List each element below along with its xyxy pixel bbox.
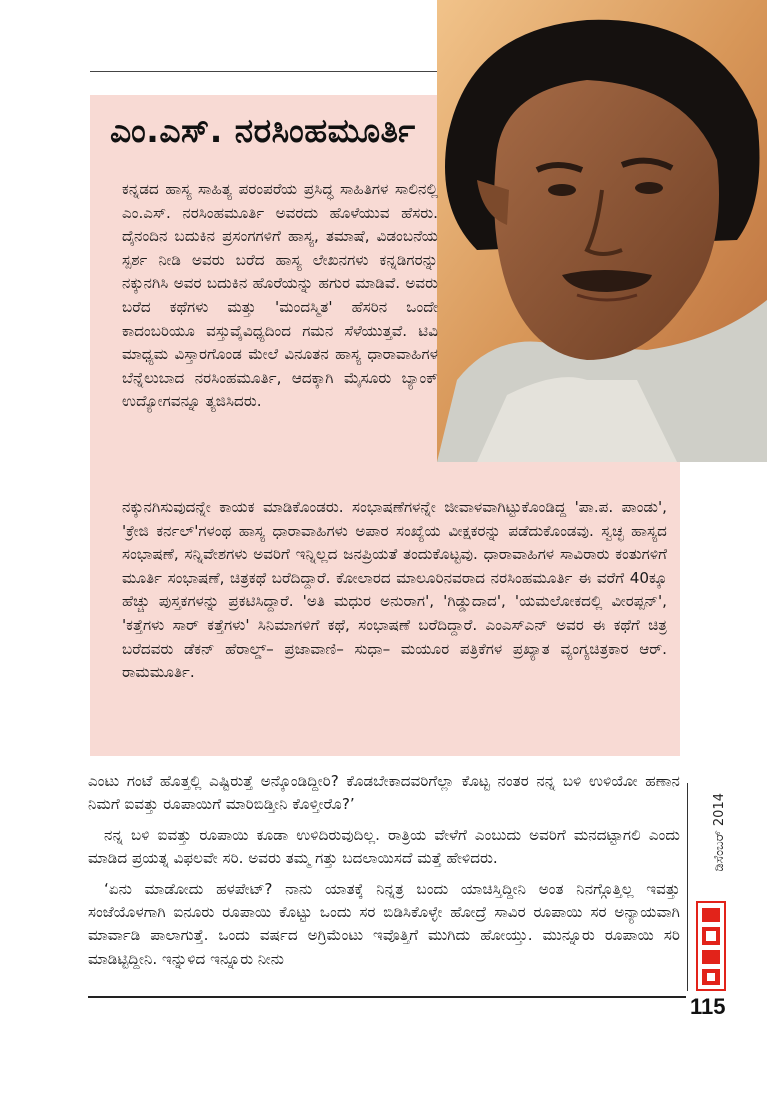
author-photo (437, 0, 767, 462)
page-number: 115 (690, 994, 726, 1019)
story-paragraph: ‘ಏನು ಮಾಡೋದು ಹಳಪೇಟ್? ನಾನು ಯಾತಕ್ಕೆ ನಿನ್ನತ್ರ ಬಂದು ಯಾಚಿಸ್ತಿದ್ದೀನಿ ಅಂತ ನಿನಗ್ಗೊತ್ತಿಲ್ಲ ಇವತ್ತು ಸಂಜೆಯೊಳಗಾಗಿ ಐನೂರು ರೂಪಾಯಿ ಕೊಟ್ಟು ಒಂದು ಸರ ಬಿಡಿಸಿಕೊಳ್ಳೇ ಹೋದ್ರೆ ಸಾವಿರ ರೂಪಾಯಿ ಸರ ಅನ್ಯಾಯವಾಗಿ ಮಾರ್ವಾಡಿ ಪಾಲಾಗುತ್ತೆ. ಒಂದು ವರ್ಷದ ಅಗ್ರಿಮೆಂಟು ಇವೊತ್ತಿಗೆ ಮುಗಿದು ಹೋಯ್ತು. ಮುನ್ನೂರು ರೂಪಾಯಿ ಸರಿ ಮಾಡಿಟ್ಟಿದ್ದೀನಿ. ಇನ್ನುಳಿದ ಇನ್ನೂರು ನೀನು (88, 879, 680, 968)
story-paragraph: ನನ್ನ ಬಳಿ ಐವತ್ತು ರೂಪಾಯಿ ಕೂಡಾ ಉಳಿದಿರುವುದಿಲ್ಲ. ರಾತ್ರಿಯ ವೇಳೆಗೆ ಎಂಬುದು ಅವರಿಗೆ ಮನದಟ್ಟಾಗಲಿ ಎಂದು ಮಾಡಿದ ಪ್ರಯತ್ನ ವಿಫಲವೇ ಸರಿ. ಅವರು ತಮ್ಮ ಗತ್ತು ಬದಲಾಯಿಸದೆ ಮತ್ತೆ ಹೇಳಿದರು. (88, 825, 680, 868)
story-paragraph: ಎಂಟು ಗಂಟೆ ಹೊತ್ತಲ್ಲಿ ಎಷ್ಟಿರುತ್ತೆ ಅನ್ಕೊಂಡಿದ್ದೀರಿ? ಕೊಡಬೇಕಾದವರಿಗೆಲ್ಲಾ ಕೊಟ್ಟ ನಂತರ ನನ್ನ ಬಳಿ ಉಳಿಯೋ ಹಣಾನ ನಿಮಗೆ ಐವತ್ತು ರೂಪಾಯಿಗೆ ಮಾರಿಬಿಡ್ತೀನಿ ಕೊಳ್ತೀರೊ?’ (88, 772, 680, 814)
story-body (88, 770, 680, 978)
article-title: ಎಂ.ಎಸ್. ನರಸಿಂಹಮೂರ್ತಿ (110, 111, 416, 150)
issue-date-text: ಡಿಸೆಂಬರ್ 2014 (712, 793, 727, 872)
author-bio-text-wide: ನಕ್ಕುನಗಿಸುವುದನ್ನೇ ಕಾಯಕ ಮಾಡಿಕೊಂಡರು. ಸಂಭಾಷಣೆಗಳನ್ನೇ ಜೀವಾಳವಾಗಿಟ್ಟುಕೊಂಡಿದ್ದ 'ಪಾ.ಪ. ಪಾಂಡು', 'ಕ್ರೇಜಿ ಕರ್ನಲ್'ಗಳಂಥ ಹಾಸ್ಯ ಧಾರಾವಾಹಿಗಳು ಅಪಾರ ಸಂಖ್ಯೆಯ ವೀಕ್ಷಕರನ್ನು ಪಡೆದುಕೊಂಡವು. ಸ್ವಚ್ಛ ಹಾಸ್ಯದ ಸಂಭಾಷಣೆ, ಸನ್ನಿವೇಶಗಳು ಅವರಿಗೆ ಇನ್ನಿಲ್ಲದ ಜನಪ್ರಿಯತೆ ತಂದುಕೊಟ್ಟವು. ಧಾರಾವಾಹಿಗಳ ಸಾವಿರಾರು ಕಂತುಗಳಿಗೆ ಮೂರ್ತಿ ಸಂಭಾಷಣೆ, ಚಿತ್ರಕಥೆ ಬರೆದಿದ್ದಾರೆ. ಕೋಲಾರದ ಮಾಲೂರಿನವರಾದ ನರಸಿಂಹಮೂರ್ತಿ ಈ ವರೆಗೆ 40ಕ್ಕೂ ಹೆಚ್ಚು ಪುಸ್ತಕಗಳನ್ನು ಪ್ರಕಟಿಸಿದ್ದಾರೆ. 'ಅತಿ ಮಧುರ ಅನುರಾಗ', 'ಗಿಡ್ಡುದಾದ', 'ಯಮಲೋಕದಲ್ಲಿ ವೀರಪ್ಪನ್', 'ಕತ್ತೆಗಳು ಸಾರ್ ಕತ್ತೆಗಳು' ಸಿನಿಮಾಗಳಿಗೆ ಕಥೆ, ಸಂಭಾಷಣೆ ಬರೆದಿದ್ದಾರೆ. ಎಂಎಸ್ಎನ್ ಅವರ ಈ ಕಥೆಗೆ ಚಿತ್ರ ಬರೆದವರು ಡೆಕನ್ ಹೆರಾಲ್ಡ್– ಪ್ರಜಾವಾಣಿ– ಸುಧಾ– ಮಯೂರ ಪತ್ರಿಕೆಗಳ ಪ್ರಖ್ಯಾತ ವ್ಯಂಗ್ಯಚಿತ್ರಕಾರ ಆರ್. ರಾಮಮೂರ್ತಿ. (122, 498, 667, 682)
author-bio-text-narrow: ಕನ್ನಡದ ಹಾಸ್ಯ ಸಾಹಿತ್ಯ ಪರಂಪರೆಯ ಪ್ರಸಿದ್ಧ ಸಾಹಿತಿಗಳ ಸಾಲಿನಲ್ಲಿ ಎಂ.ಎಸ್. ನರಸಿಂಹಮೂರ್ತಿ ಅವರದು ಹೊಳೆಯುವ ಹೆಸರು. ದೈನಂದಿನ ಬದುಕಿನ ಪ್ರಸಂಗಗಳಿಗೆ ಹಾಸ್ಯ, ತಮಾಷೆ, ವಿಡಂಬನೆಯ ಸ್ಪರ್ಶ ನೀಡಿ ಅವರು ಬರೆದ ಹಾಸ್ಯ ಲೇಖನಗಳು ಕನ್ನಡಿಗರನ್ನು ನಕ್ಕುನಗಿಸಿ ಅವರ ಬದುಕಿನ ಹೊರೆಯನ್ನು ಹಗುರ ಮಾಡಿವೆ. ಅವರು ಬರೆದ ಕಥೆಗಳು ಮತ್ತು 'ಮಂದಸ್ಮಿತ' ಹೆಸರಿನ ಒಂದೇ ಕಾದಂಬರಿಯೂ ವಸ್ತುವೈವಿಧ್ಯದಿಂದ ಗಮನ ಸೆಳೆಯುತ್ತವೆ. ಟಿವಿ ಮಾಧ್ಯಮ ವಿಸ್ತಾರಗೊಂಡ ಮೇಲೆ ವಿನೂತನ ಹಾಸ್ಯ ಧಾರಾವಾಹಿಗಳ ಬೆನ್ನೆಲುಬಾದ ನರಸಿಂಹಮೂರ್ತಿ, ಆದಕ್ಕಾಗಿ ಮೈಸೂರು ಬ್ಯಾಂಕ್ ಉದ್ಯೋಗವನ್ನೂ ತ್ಯಜಿಸಿದರು. (122, 180, 438, 411)
top-rule (90, 71, 437, 72)
bottom-rule (88, 996, 686, 998)
magazine-logo (695, 900, 727, 992)
side-divider (687, 783, 688, 991)
